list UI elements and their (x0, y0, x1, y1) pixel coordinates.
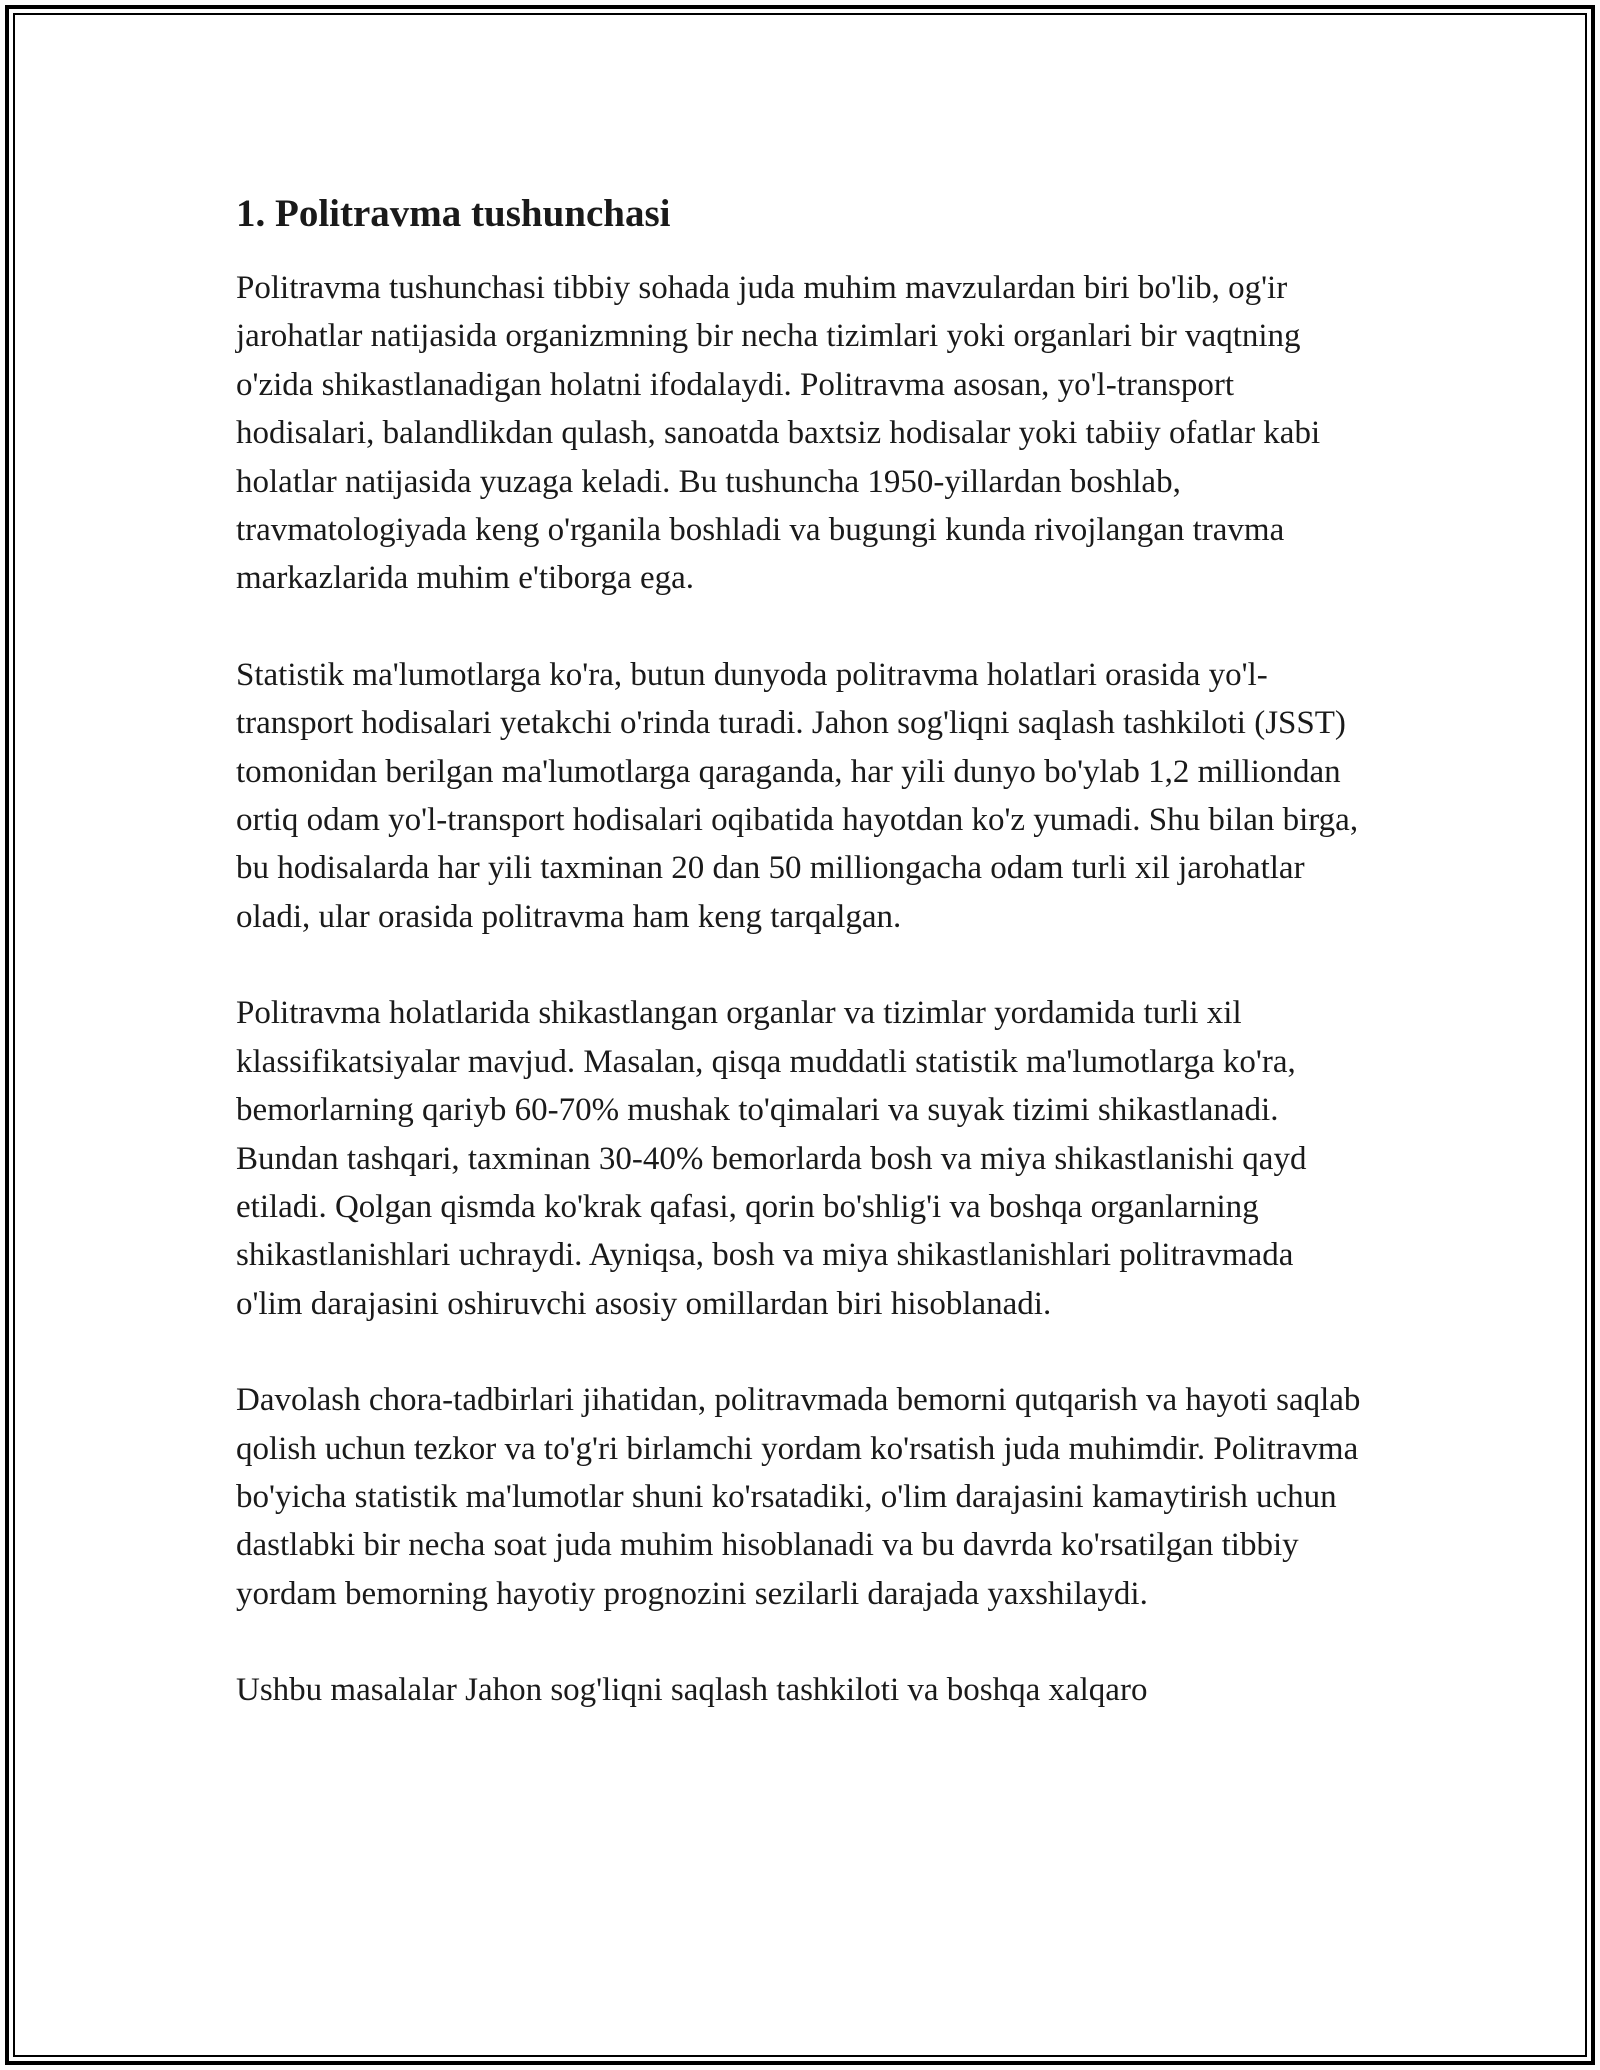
paragraph-treatment: Davolash chora-tadbirlari jihatidan, politravmada bemorni qutqarish va hayoti saqlab qolish uchun tezkor va to'g'ri birlamchi yordam ko'rsatish juda muhimdir. Politravma bo'yicha statistik ma'lumotlar shuni ko'rsatadiki, o'lim darajasini kamaytirish uchun dastlabki bir necha soat juda muhim hisoblanadi va bu davrda ko'rsatilgan tibbiy yordam bemorning hayotiy prognozini sezilarli darajada yaxshilaydi. (236, 1382, 1361, 1612)
paragraph-classification: Politravma holatlarida shikastlangan organlar va tizimlar yordamida turli xil klassifikatsiyalar mavjud. Masalan, qisqa muddatli statistik ma'lumotlarga ko'ra, bemorlarning qariyb 60-70% mushak to'qimalari va suyak tizimi shikastlanadi. Bundan tashqari, taxminan 30-40% bemorlarda bosh va miya shikastlanishi qayd etiladi. Qolgan qismda ko'krak qafasi, qorin bo'shlig'i va boshqa organlarning shikastlanishlari uchraydi. Ayniqsa, bosh va miya shikastlanishlari politravmada o'lim darajasini oshiruvchi asosiy omillardan biri hisoblanadi. (236, 995, 1307, 1322)
paragraph-definition: Politravma tushunchasi tibbiy sohada juda muhim mavzulardan biri bo'lib, og'ir jarohatlar natijasida organizmning bir necha tizimlari yoki organlari bir vaqtning o'zida shikastlanadigan holatni ifodalaydi. Politravma asosan, yo'l-transport hodisalari, balandlikdan qulash, sanoatda baxtsiz hodisalar yoki tabiiy ofatlar kabi holatlar natijasida yuzaga keladi. Bu tushuncha 1950-yillardan boshlab, travmatologiyada keng o'rganila boshladi va bugungi kunda rivojlangan travma markazlarida muhim e'tiborga ega. (236, 270, 1321, 597)
document-body (236, 186, 1368, 1763)
paragraph-continued: Ushbu masalalar Jahon sog'liqni saqlash tashkiloti va boshqa xalqaro (236, 1672, 1148, 1709)
section-title: 1. Politravma tushunchasi (236, 192, 671, 235)
paragraph-statistics: Statistik ma'lumotlarga ko'ra, butun dunyoda politravma holatlari orasida yo'l-transport hodisalari yetakchi o'rinda turadi. Jahon sog'liqni saqlash tashkiloti (JSST) tomonidan berilgan ma'lumotlarga qaraganda, har yili dunyo bo'ylab 1,2 milliondan ortiq odam yo'l-transport hodisalari oqibatida hayotdan ko'z yumadi. Shu bilan birga, bu hodisalarda har yili taxminan 20 dan 50 milliongacha odam turli xil jarohatlar oladi, ular orasida politravma ham keng tarqalgan. (236, 656, 1359, 935)
